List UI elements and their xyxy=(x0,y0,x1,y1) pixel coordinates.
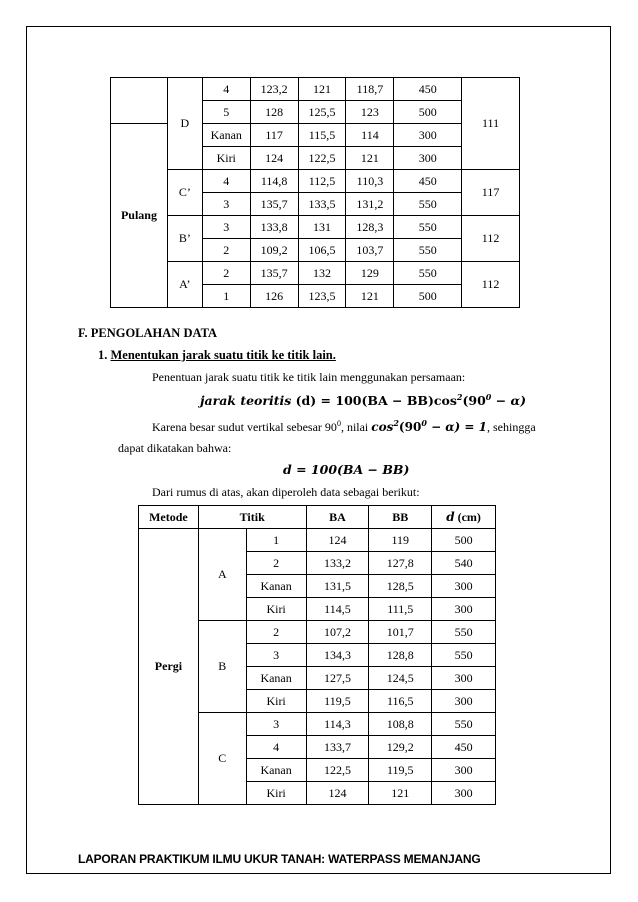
table-cell: 121 xyxy=(346,147,394,170)
table-cell-titik: A’ xyxy=(167,262,202,308)
table-cell-total: 112 xyxy=(462,216,520,262)
table-row xyxy=(111,170,520,193)
table-cell: 119,5 xyxy=(306,690,369,713)
table-cell: 114,8 xyxy=(250,170,298,193)
table-cell: 2 xyxy=(246,621,306,644)
table-cell: 123 xyxy=(346,101,394,124)
table-cell: 300 xyxy=(432,782,496,805)
bottom-data-table xyxy=(138,505,496,805)
section-title: F. PENGOLAHAN DATA xyxy=(78,326,218,340)
table-cell-method: Pergi xyxy=(139,529,199,805)
table-row xyxy=(111,78,520,101)
table-cell: 122,5 xyxy=(298,147,346,170)
table-cell: 112,5 xyxy=(298,170,346,193)
paragraph-conclusion: dapat dikatakan bahwa: xyxy=(118,441,232,455)
table-cell: 5 xyxy=(202,101,250,124)
table-cell-total: 117 xyxy=(462,170,520,216)
header-metode: Metode xyxy=(139,506,199,529)
para2-text-b: , nilai xyxy=(340,420,369,434)
header-titik: Titik xyxy=(198,506,306,529)
para2-text-c: , sehingga xyxy=(486,420,536,434)
table-cell: Kiri xyxy=(202,147,250,170)
table-cell: Kanan xyxy=(246,667,306,690)
table-cell: 540 xyxy=(432,552,496,575)
formula-simplified: d = 100(BA − BB) xyxy=(283,462,410,477)
table-cell: 2 xyxy=(202,239,250,262)
table-cell: 101,7 xyxy=(369,621,432,644)
table-cell: 124 xyxy=(250,147,298,170)
table-cell: 109,2 xyxy=(250,239,298,262)
table-cell: 119,5 xyxy=(369,759,432,782)
table-cell: 135,7 xyxy=(250,193,298,216)
formula-exp: 2 xyxy=(456,392,463,402)
table-cell: 1 xyxy=(202,285,250,308)
table-cell: 121 xyxy=(346,285,394,308)
table-cell: 1 xyxy=(246,529,306,552)
table-cell: 500 xyxy=(394,285,462,308)
table-cell: 128,3 xyxy=(346,216,394,239)
paragraph-vertical-angle xyxy=(152,418,536,435)
inline-exp0: 0 xyxy=(421,418,427,428)
table-cell: 131,5 xyxy=(306,575,369,598)
table-cell-titik: A xyxy=(198,529,246,621)
table-cell: 3 xyxy=(202,216,250,239)
inline-end: − α) = 1 xyxy=(426,420,487,434)
table-cell: 128 xyxy=(250,101,298,124)
table-cell: 128,8 xyxy=(369,644,432,667)
table-cell-titik: C xyxy=(198,713,246,805)
table-cell: 125,5 xyxy=(298,101,346,124)
table-cell: 131,2 xyxy=(346,193,394,216)
table-cell: 4 xyxy=(202,78,250,101)
table-cell: 133,7 xyxy=(306,736,369,759)
table-cell: 300 xyxy=(432,690,496,713)
table-cell: 550 xyxy=(432,713,496,736)
table-cell: 450 xyxy=(432,736,496,759)
table-cell: 550 xyxy=(432,644,496,667)
table-cell: 300 xyxy=(432,575,496,598)
paragraph-intro: Penentuan jarak suatu titik ke titik lain menggunakan persamaan: xyxy=(152,370,466,384)
para2-sup: 0 xyxy=(336,419,341,428)
table-cell: 3 xyxy=(246,644,306,667)
table-cell: 500 xyxy=(432,529,496,552)
table-cell: 119 xyxy=(369,529,432,552)
table-cell: 121 xyxy=(369,782,432,805)
table-cell: 3 xyxy=(202,193,250,216)
inline-paren: (90 xyxy=(398,420,422,434)
table-cell: 124 xyxy=(306,782,369,805)
table-cell: 300 xyxy=(394,147,462,170)
table-header-row xyxy=(139,506,496,529)
table-cell: 550 xyxy=(432,621,496,644)
table-cell: 123,2 xyxy=(250,78,298,101)
table-cell-titik: B’ xyxy=(167,216,202,262)
table-cell: 4 xyxy=(202,170,250,193)
table-cell: 115,5 xyxy=(298,124,346,147)
header-d xyxy=(432,506,496,529)
table-cell-titik: C’ xyxy=(167,170,202,216)
inline-cos: cos xyxy=(371,420,394,434)
header-d-unit: (cm) xyxy=(457,509,481,524)
table-cell: 133,5 xyxy=(298,193,346,216)
table-cell: 134,3 xyxy=(306,644,369,667)
table-cell: 131 xyxy=(298,216,346,239)
table-cell: 300 xyxy=(432,759,496,782)
table-cell: 4 xyxy=(246,736,306,759)
table-cell: 123,5 xyxy=(298,285,346,308)
table-cell: 300 xyxy=(394,124,462,147)
table-cell: 110,3 xyxy=(346,170,394,193)
table-cell: 114,5 xyxy=(306,598,369,621)
table-row xyxy=(139,529,496,552)
table-cell: 124,5 xyxy=(369,667,432,690)
table-cell-total: 111 xyxy=(462,78,520,170)
table-cell: 450 xyxy=(394,78,462,101)
table-row xyxy=(111,262,520,285)
table-cell: 550 xyxy=(394,239,462,262)
formula-body: (d) = 100(BA − BB)cos xyxy=(295,393,457,409)
table-cell: Kanan xyxy=(246,759,306,782)
table-cell: 133,2 xyxy=(306,552,369,575)
page-footer: LAPORAN PRAKTIKUM ILMU UKUR TANAH: WATERPASS MEMANJANG xyxy=(78,852,481,866)
table-cell: Kiri xyxy=(246,782,306,805)
table-cell: 126 xyxy=(250,285,298,308)
inline-formula xyxy=(371,420,487,434)
subsection-title xyxy=(98,348,336,363)
table-cell-titik: D xyxy=(167,78,202,170)
table-cell: 2 xyxy=(246,552,306,575)
header-ba: BA xyxy=(306,506,369,529)
header-d-symbol: d xyxy=(446,509,455,524)
table-cell: 127,5 xyxy=(306,667,369,690)
table-cell: 133,8 xyxy=(250,216,298,239)
table-cell: 117 xyxy=(250,124,298,147)
table-cell: 116,5 xyxy=(369,690,432,713)
table-cell: 106,5 xyxy=(298,239,346,262)
table-cell: 114,3 xyxy=(306,713,369,736)
table-cell: 450 xyxy=(394,170,462,193)
table-cell: 103,7 xyxy=(346,239,394,262)
table-cell: 111,5 xyxy=(369,598,432,621)
table-cell: 128,5 xyxy=(369,575,432,598)
top-data-table xyxy=(110,77,520,308)
table-cell: 118,7 xyxy=(346,78,394,101)
table-cell: 500 xyxy=(394,101,462,124)
formula-tail: (90 xyxy=(462,393,486,409)
table-cell: Kiri xyxy=(246,598,306,621)
table-cell: 3 xyxy=(246,713,306,736)
table-cell: 300 xyxy=(432,598,496,621)
table-cell: 122,5 xyxy=(306,759,369,782)
table-cell: 129 xyxy=(346,262,394,285)
inline-exp: 2 xyxy=(393,418,399,428)
table-cell: Kiri xyxy=(246,690,306,713)
formula-distance xyxy=(200,392,526,408)
table-cell-total: 112 xyxy=(462,262,520,308)
subsection-label: Menentukan jarak suatu titik ke titik lain. xyxy=(110,348,336,362)
formula-exp0: 0 xyxy=(485,392,492,402)
table-cell: 2 xyxy=(202,262,250,285)
table-cell: 135,7 xyxy=(250,262,298,285)
paragraph-results: Dari rumus di atas, akan diperoleh data sebagai berikut: xyxy=(152,485,420,499)
para2-text: Karena besar sudut vertikal sebesar 90 xyxy=(152,420,337,434)
table-cell: 121 xyxy=(298,78,346,101)
table-cell: 550 xyxy=(394,216,462,239)
table-cell: 129,2 xyxy=(369,736,432,759)
table-cell: 300 xyxy=(432,667,496,690)
table-cell: 124 xyxy=(306,529,369,552)
table-cell: 550 xyxy=(394,193,462,216)
table-cell: 107,2 xyxy=(306,621,369,644)
table-cell: 108,8 xyxy=(369,713,432,736)
table-cell: 550 xyxy=(394,262,462,285)
subsection-number: 1. xyxy=(98,348,108,362)
table-cell-method: Pulang xyxy=(111,124,168,308)
table-cell: 132 xyxy=(298,262,346,285)
table-cell-titik: B xyxy=(198,621,246,713)
table-row xyxy=(111,216,520,239)
table-cell: 127,8 xyxy=(369,552,432,575)
table-cell: Kanan xyxy=(246,575,306,598)
formula-lhs: jarak teoritis xyxy=(200,393,292,409)
table-cell: 114 xyxy=(346,124,394,147)
table-cell xyxy=(111,78,168,124)
header-bb: BB xyxy=(369,506,432,529)
formula-end: − α) xyxy=(491,393,527,409)
table-cell: Kanan xyxy=(202,124,250,147)
